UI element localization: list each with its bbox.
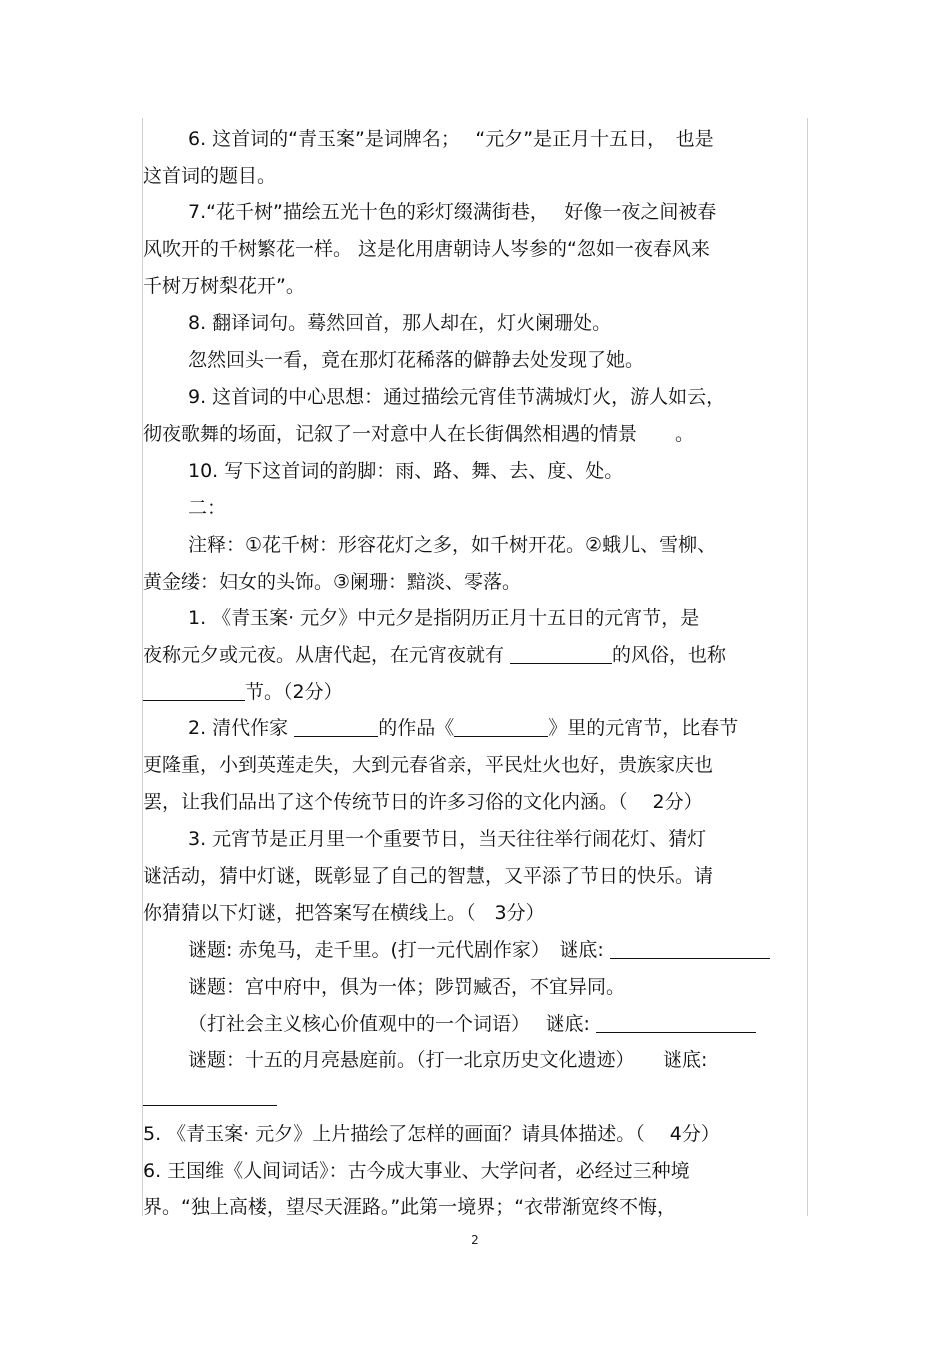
item-7-line-2: 风吹开的千树繁花一样。 这是化用唐朝诗人岑参的“忽如一夜春风来 — [143, 238, 710, 260]
item-7-line-1: 7.“花千树”描绘五光十色的彩灯缀满街巷， 好像一夜之间被春 — [188, 201, 717, 223]
item-10-line: 10. 写下这首词的韵脚：雨、路、舞、去、度、处。 — [188, 460, 624, 482]
item-6-line-1: 6. 这首词的“青玉案”是词牌名； “元夕”是正月十五日， 也是 — [188, 128, 714, 150]
item-6-line-2: 这首词的题目。 — [143, 165, 277, 187]
answer-blank[interactable] — [510, 644, 612, 664]
question-1-line-2 — [143, 643, 726, 667]
answer-blank[interactable] — [143, 1086, 277, 1106]
answer-blank[interactable] — [596, 1013, 756, 1033]
question-1-line-1: 1. 《青玉案· 元夕》中元夕是指阴历正月十五日的元宵节，是 — [188, 607, 700, 629]
question-2-text-b: 的作品《 — [378, 717, 455, 739]
answer-blank[interactable] — [454, 717, 548, 737]
riddle-3-line-2 — [143, 1085, 277, 1109]
answer-blank[interactable] — [294, 717, 378, 737]
question-6-line-2: 界。“独上高楼，望尽天涯路。”此第一境界；“衣带渐宽终不悔， — [143, 1196, 677, 1218]
question-3-line-1: 3. 元宵节是正月里一个重要节日，当天往往举行闹花灯、猜灯 — [188, 828, 707, 850]
riddle-2-text: （打社会主义核心价值观中的一个词语） 谜底: — [188, 1013, 596, 1035]
item-9-line-2: 彻夜歌舞的场面，记叙了一对意中人在长街偶然相遇的情景 。 — [143, 423, 695, 445]
notes-line-2: 黄金缕：妇女的头饰。③阑珊：黯淡、零落。 — [143, 571, 522, 593]
question-3-line-2: 谜活动，猜中灯谜，既彰显了自己的智慧，又平添了节日的快乐。请 — [143, 865, 714, 887]
question-2-line-2: 更隆重，小到英莲走失，大到元春省亲，平民灶火也好，贵族家庆也 — [143, 754, 714, 776]
item-8-line-1: 8. 翻译词句。蓦然回首，那人却在，灯火阑珊处。 — [188, 312, 612, 334]
question-6-line-1: 6. 王国维《人间词话》：古今成大事业、大学问者，必经过三种境 — [143, 1160, 690, 1182]
question-1-text-c: 节。（2分） — [245, 681, 343, 703]
item-8-line-2: 忽然回头一看，竟在那灯花稀落的僻静去处发现了她。 — [188, 349, 645, 371]
question-1-line-3 — [143, 680, 343, 704]
answer-blank[interactable] — [610, 939, 770, 959]
riddle-1 — [188, 938, 770, 962]
section-two-heading: 二： — [188, 497, 227, 519]
answer-blank[interactable] — [143, 681, 245, 701]
question-1-text-b: 的风俗，也称 — [612, 644, 727, 666]
riddle-2-line-2 — [188, 1012, 756, 1036]
page-number: 2 — [471, 1233, 479, 1247]
riddle-3-line-1: 谜题：十五的月亮悬庭前。（打一北京历史文化遗迹） 谜底: — [188, 1049, 708, 1071]
question-5-line: 5. 《青玉案· 元夕》上片描绘了怎样的画面？请具体描述。（ 4分） — [143, 1123, 720, 1145]
question-2-text-c: 》里的元宵节，比春节 — [548, 717, 739, 739]
question-2-line-3: 罢，让我们品出了这个传统节日的许多习俗的文化内涵。（ 2分） — [143, 791, 703, 813]
question-3-line-3: 你猜猜以下灯谜，把答案写在横线上。（ 3分） — [143, 902, 545, 924]
question-2-line-1 — [188, 716, 738, 740]
question-2-text-a: 2. 清代作家 — [188, 717, 295, 739]
riddle-1-text: 谜题: 赤兔马，走千里。(打一元代剧作家） 谜底: — [188, 939, 610, 961]
riddle-2-line-1: 谜题：宫中府中，俱为一体；陟罚臧否，不宜异同。 — [188, 976, 626, 998]
item-7-line-3: 千树万树梨花开”。 — [143, 275, 305, 297]
item-9-line-1: 9. 这首词的中心思想：通过描绘元宵佳节满城灯火，游人如云， — [188, 386, 726, 408]
question-1-text-a: 夜称元夕或元夜。从唐代起，在元宵夜就有 — [143, 644, 511, 666]
notes-line-1: 注释：①花千树：形容花灯之多，如千树开花。②蛾儿、雪柳、 — [188, 534, 717, 556]
